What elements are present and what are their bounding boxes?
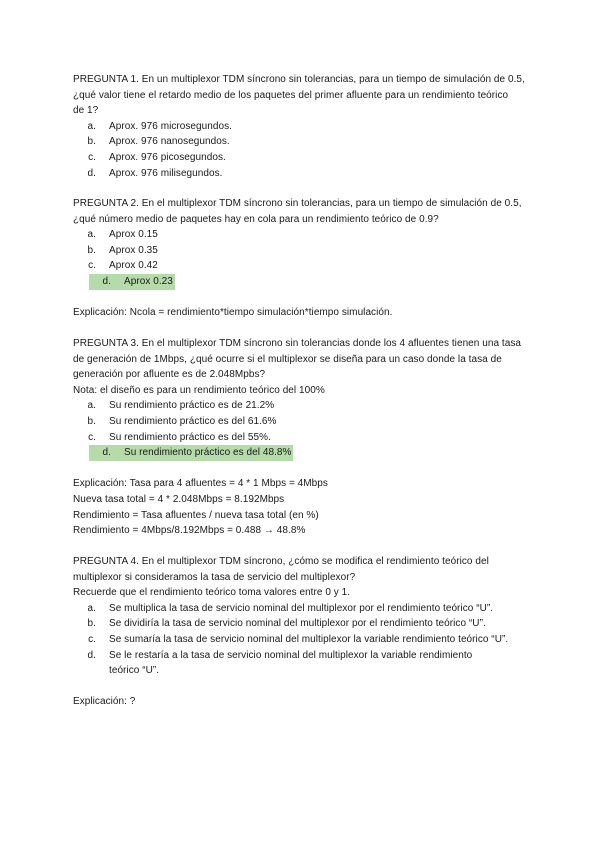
option-marker: c. — [88, 260, 96, 272]
options-list — [73, 601, 533, 679]
option-text: Aprox 0.23 — [124, 275, 173, 287]
option-b — [73, 616, 533, 632]
option-a — [73, 601, 533, 617]
option-a — [73, 119, 533, 135]
options-list — [73, 227, 533, 289]
option-marker: b. — [87, 136, 96, 148]
options-list — [73, 398, 533, 460]
question-text-line: PREGUNTA 4. En el multiplexor TDM síncrono, ¿cómo se modifica el rendimiento teórico del — [73, 556, 489, 567]
question-text-line: generación por afluente es de 2.048Mpbs? — [73, 369, 266, 381]
option-marker: d. — [87, 167, 96, 179]
option-b — [73, 243, 533, 259]
question-3 — [73, 336, 533, 539]
option-text: Aprox. 976 nanosegundos. — [109, 136, 230, 148]
option-c — [73, 430, 533, 446]
question-1 — [73, 72, 533, 181]
question-text-line: multiplexor si consideramos la tasa de servicio del multiplexor? — [73, 571, 356, 583]
explanation-line: Explicación: Tasa para 4 afluentes = 4 * 1 Mbps = 4Mbps — [73, 478, 328, 490]
option-d-highlighted — [73, 274, 533, 290]
option-b — [73, 414, 533, 430]
option-text: Aprox 0.15 — [109, 229, 158, 241]
option-text: Su rendimiento práctico es de 21.2% — [109, 400, 275, 412]
question-text-line: PREGUNTA 2. En el multiplexor TDM síncrono sin tolerancias, para un tiempo de simulación de 0.5, — [73, 198, 522, 209]
explanation: Explicación: Ncola = rendimiento*tiempo simulación*tiempo simulación. — [73, 307, 393, 319]
option-marker: c. — [88, 431, 96, 443]
option-c — [73, 632, 533, 648]
question-4 — [73, 554, 533, 710]
option-d — [73, 166, 533, 182]
options-list — [73, 119, 533, 181]
option-c — [73, 150, 533, 166]
option-text: Se sumaría la tasa de servicio nominal del multiplexor la variable rendimiento teórico “U”. — [109, 633, 509, 645]
explanation-line: Rendimiento = 4Mbps/8.192Mbps = 0.488 → 48.8% — [73, 525, 306, 537]
question-text-line: Recuerde que el rendimiento teórico toma valores entre 0 y 1. — [73, 587, 351, 599]
option-text: Aprox. 976 picosegundos. — [109, 151, 226, 163]
question-text-line: ¿qué valor tiene el retardo medio de los paquetes del primer afluente para un rendimiento teórico — [73, 89, 509, 101]
question-text-line: PREGUNTA 1. En un multiplexor TDM síncrono sin tolerancias, para un tiempo de simulación de 0.5, — [73, 74, 525, 85]
option-text: Aprox. 976 microsegundos. — [109, 120, 232, 132]
option-marker: d. — [102, 447, 111, 459]
option-b — [73, 134, 533, 150]
option-text: Su rendimiento práctico es del 55%. — [109, 431, 271, 443]
question-text-line: de generación de 1Mbps, ¿qué ocurre si el multiplexor se diseña para un caso donde la tasa de — [73, 353, 502, 365]
option-text: Aprox 0.35 — [109, 244, 158, 256]
option-text: Se le restaría a la tasa de servicio nominal del multiplexor la variable rendimiento teórico “U”. — [109, 649, 473, 677]
option-marker: b. — [87, 415, 96, 427]
explanation — [73, 476, 533, 538]
correct-answer-highlight — [89, 274, 175, 290]
explanation: Explicación: ? — [73, 696, 136, 708]
explanation-line: Nueva tasa total = 4 * 2.048Mbps = 8.192Mbps — [73, 493, 285, 505]
question-text-line: ¿qué número medio de paquetes hay en cola para un rendimiento teórico de 0.9? — [73, 213, 439, 225]
option-marker: d. — [87, 649, 96, 661]
option-text: Su rendimiento práctico es del 61.6% — [109, 415, 277, 427]
note-line: Nota: el diseño es para un rendimiento teórico del 100% — [73, 384, 325, 396]
option-text: Aprox 0.42 — [109, 260, 158, 272]
option-c — [73, 258, 533, 274]
option-marker: a. — [87, 120, 96, 132]
question-2 — [73, 196, 533, 321]
option-a — [73, 227, 533, 243]
option-d — [73, 648, 533, 679]
option-marker: a. — [87, 602, 96, 614]
option-marker: d. — [102, 275, 111, 287]
option-marker: c. — [88, 633, 96, 645]
option-marker: a. — [87, 229, 96, 241]
question-text-line: PREGUNTA 3. En el multiplexor TDM síncrono sin tolerancias donde los 4 afluentes tienen una tasa — [73, 338, 521, 349]
option-a — [73, 398, 533, 414]
option-text: Se multiplica la tasa de servicio nominal del multiplexor por el rendimiento teórico “U”. — [109, 602, 494, 614]
option-marker: c. — [88, 151, 96, 163]
option-text: Se dividiría la tasa de servicio nominal del multiplexor por el rendimiento teórico “U”. — [109, 618, 486, 630]
correct-answer-highlight — [89, 445, 293, 461]
explanation-line: Rendimiento = Tasa afluentes / nueva tasa total (en %) — [73, 509, 319, 521]
option-marker: b. — [87, 618, 96, 630]
option-marker: a. — [87, 400, 96, 412]
option-d-highlighted — [73, 445, 533, 461]
question-text-line: de 1? — [73, 105, 99, 117]
option-text: Aprox. 976 milisegundos. — [109, 167, 223, 179]
option-marker: b. — [87, 244, 96, 256]
option-text: Su rendimiento práctico es del 48.8% — [124, 447, 292, 459]
